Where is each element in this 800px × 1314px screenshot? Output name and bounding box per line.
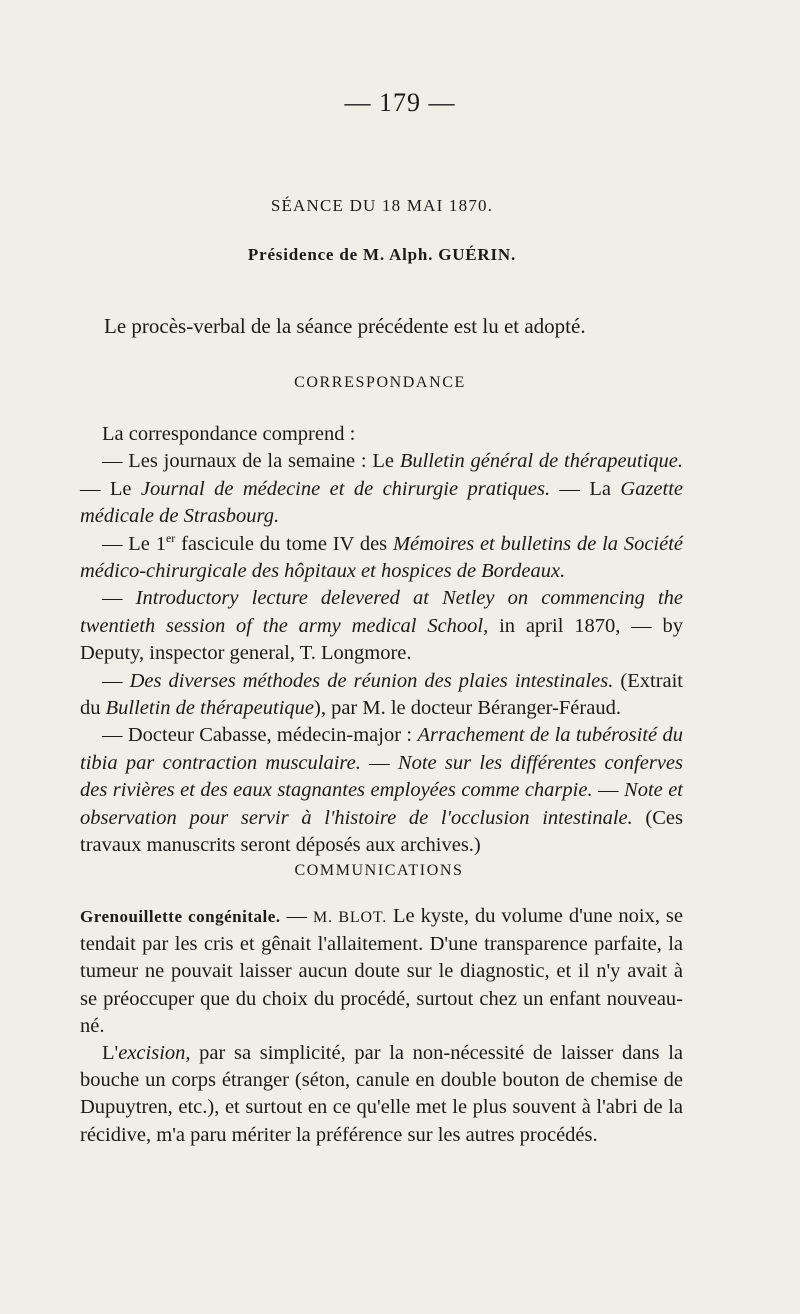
text-run: — [280, 905, 313, 927]
italic-title: Mémoires et bulletins de la Société médico-chirurgicale des hôpitaux et hospices de Bordeaux. [80, 532, 684, 583]
communication-title: Grenouillette congénitale. [80, 907, 281, 926]
correspondence-item [80, 585, 683, 667]
text-run: — [102, 669, 130, 692]
text-run: — Le [80, 477, 141, 500]
text-run: ), par M. le docteur Béranger-Féraud. [314, 697, 621, 720]
text-run: — [102, 587, 136, 610]
text-run: par sa simplicité, par la non-nécessité de laisser dans la bouche un corps étranger (séton, canule en double bouton de chemise de Dupuytren, etc.), et surtout en ce qu'elle met le plus souvent à l'abri de la récidive, m'a paru mériter la préférence sur les autres procédés. [80, 1042, 683, 1146]
correspondence-heading: CORRESPONDANCE [294, 374, 466, 391]
italic-title: Bulletin général de thérapeutique. [399, 450, 683, 473]
correspondence-item [80, 531, 683, 586]
italic-title: Gazette médicale de Strasbourg. [80, 477, 684, 528]
italic-title: Note et observation pour servir à l'histoire de l'occlusion intestinale. [80, 779, 684, 829]
text-run: Le kyste, du volume d'une noix, se tendait par les cris et gênait l'allaitement. D'une transparence parfaite, la tumeur ne pouvait laisser aucun doute sur le diagnostic, et il n'y avait à se préoccuper que du choix du procédé, surtout chez un enfant nouveau-né. [80, 905, 684, 1037]
correspondence-item [80, 668, 683, 723]
correspondence-intro: La correspondance comprend : [102, 423, 356, 445]
text-run: in april 1870, — by Deputy, inspector general, T. Longmore. [80, 614, 683, 665]
correspondence-item [80, 448, 683, 530]
session-title: SÉANCE DU 18 MAI 1870. [270, 196, 494, 215]
text-run: — Le 1 [102, 532, 166, 555]
text-run: L' [102, 1042, 119, 1065]
text-run: — [592, 779, 625, 802]
correspondence-body [80, 421, 683, 860]
text-run: fascicule du tome IV des [175, 532, 393, 555]
text-run: — La [550, 477, 621, 500]
superscript: er [165, 530, 176, 545]
page-number: — 179 — [344, 88, 456, 117]
presidency-line: Présidence de M. Alph. GUÉRIN. [247, 245, 517, 264]
italic-title: Note sur les différentes conferves des rivières et des eaux stagnantes employées comme charpie. [80, 751, 683, 802]
minutes-line: Le procès-verbal de la séance précédente est lu et adopté. [104, 314, 586, 338]
text-run: (Ces travaux manuscrits seront déposés aux archives.) [80, 806, 683, 857]
communications-heading: COMMUNICATIONS [294, 862, 464, 879]
communication-paragraph [80, 903, 683, 1040]
italic-term: excision, [118, 1042, 191, 1065]
text-run: (Extrait du [80, 669, 684, 720]
italic-title: Arrachement de la tubérosité du tibia par contraction musculaire. [80, 724, 683, 774]
communications-body [80, 903, 683, 1149]
italic-title: Des diverses méthodes de réunion des plaies intestinales. [129, 669, 614, 692]
text-run: — [360, 751, 398, 774]
communication-paragraph [80, 1040, 683, 1149]
correspondence-item [80, 722, 683, 859]
italic-title: Bulletin de thérapeutique [105, 697, 314, 720]
text-run: — Docteur Cabasse, médecin-major : [102, 724, 418, 747]
italic-title: Journal de médecine et de chirurgie pratiques. [140, 477, 551, 500]
text-run: — Les journaux de la semaine : Le [102, 450, 400, 473]
author-name: M. BLOT. [312, 909, 388, 926]
italic-title: Introductory lecture delevered at Netley on commencing the twentieth session of the army medical School, [80, 587, 683, 637]
